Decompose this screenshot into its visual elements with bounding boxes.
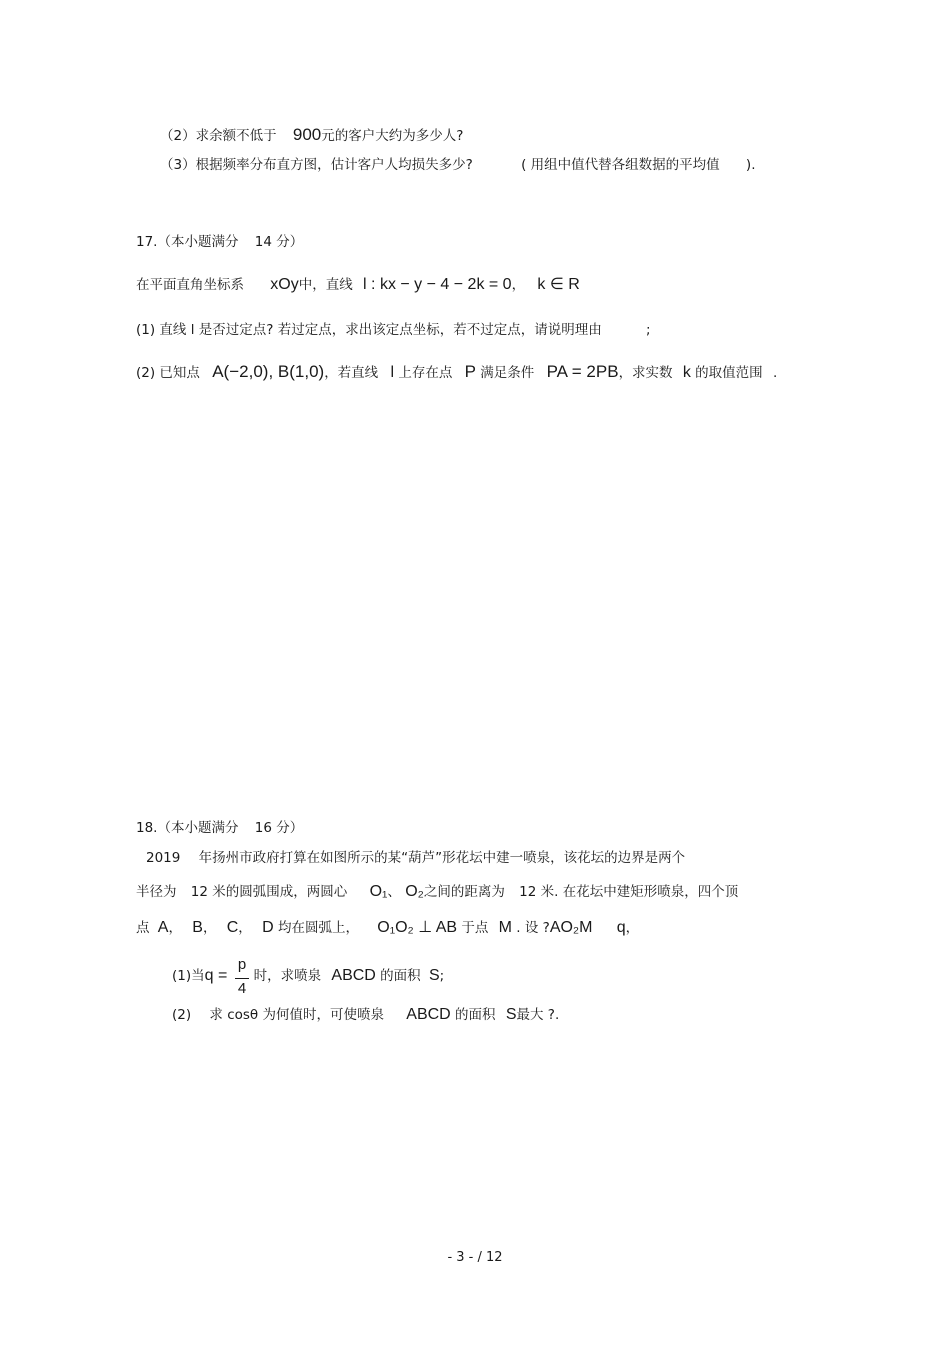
p17-stem: 在平面直角坐标系 xOy中，直线 l : kx − y − 4 − 2k = 0， k ∈ R bbox=[136, 276, 580, 293]
p18-line2: 半径为 12 米的圆弧围成，两圆心 O₁、 O₂之间的距离为 12 米. 在花坛中建矩形喷泉，四个顶 bbox=[136, 883, 739, 900]
p16-q2: （2）求余额不低于 900元的客户大约为多少人? bbox=[160, 125, 464, 144]
p17-header: 17.（本小题满分 14 分） bbox=[136, 234, 304, 250]
perpendicular-relation: O₁O₂ ⊥ AB bbox=[377, 919, 458, 936]
p16-q2-number: 900 bbox=[292, 125, 322, 144]
points-ab: A(−2,0), B(1,0) bbox=[212, 362, 325, 381]
p17-q1: (1) 直线 l 是否过定点? 若过定点，求出该定点坐标，若不过定点，请说明理由 ; bbox=[136, 322, 651, 338]
p18-header: 18.（本小题满分 16 分） bbox=[136, 820, 304, 836]
p18-q1: (1)当q = 时，求喷泉 ABCD 的面积 S; bbox=[172, 967, 445, 984]
p16-q3: （3）根据频率分布直方图，估计客户人均损失多少? ( 用组中值代替各组数据的平均值 ). bbox=[160, 157, 756, 173]
p18-q2: (2) 求 cosθ 为何值时，可使喷泉 ABCD 的面积 S最大 ?. bbox=[172, 1006, 560, 1023]
fraction-bar bbox=[235, 978, 249, 979]
p18-line1: 2019 年扬州市政府打算在如图所示的某“葫芦”形花坛中建一喷泉，该花坛的边界是两个 bbox=[146, 850, 686, 866]
page-number: - 3 - / 12 bbox=[447, 1250, 503, 1265]
p17-q2: (2) 已知点 A(−2,0), B(1,0)，若直线 l 上存在点 P 满足条件 PA = 2PB，求实数 k 的取值范围 . bbox=[136, 362, 778, 381]
p18-line3: 点 A， B， C， D 均在圆弧上， O₁O₂ ⊥ AB 于点 M . 设 ?AO₂M q， bbox=[136, 919, 640, 936]
distance-condition: PA = 2PB bbox=[546, 362, 619, 381]
line-equation: l : kx − y − 4 − 2k = 0 bbox=[363, 276, 512, 293]
